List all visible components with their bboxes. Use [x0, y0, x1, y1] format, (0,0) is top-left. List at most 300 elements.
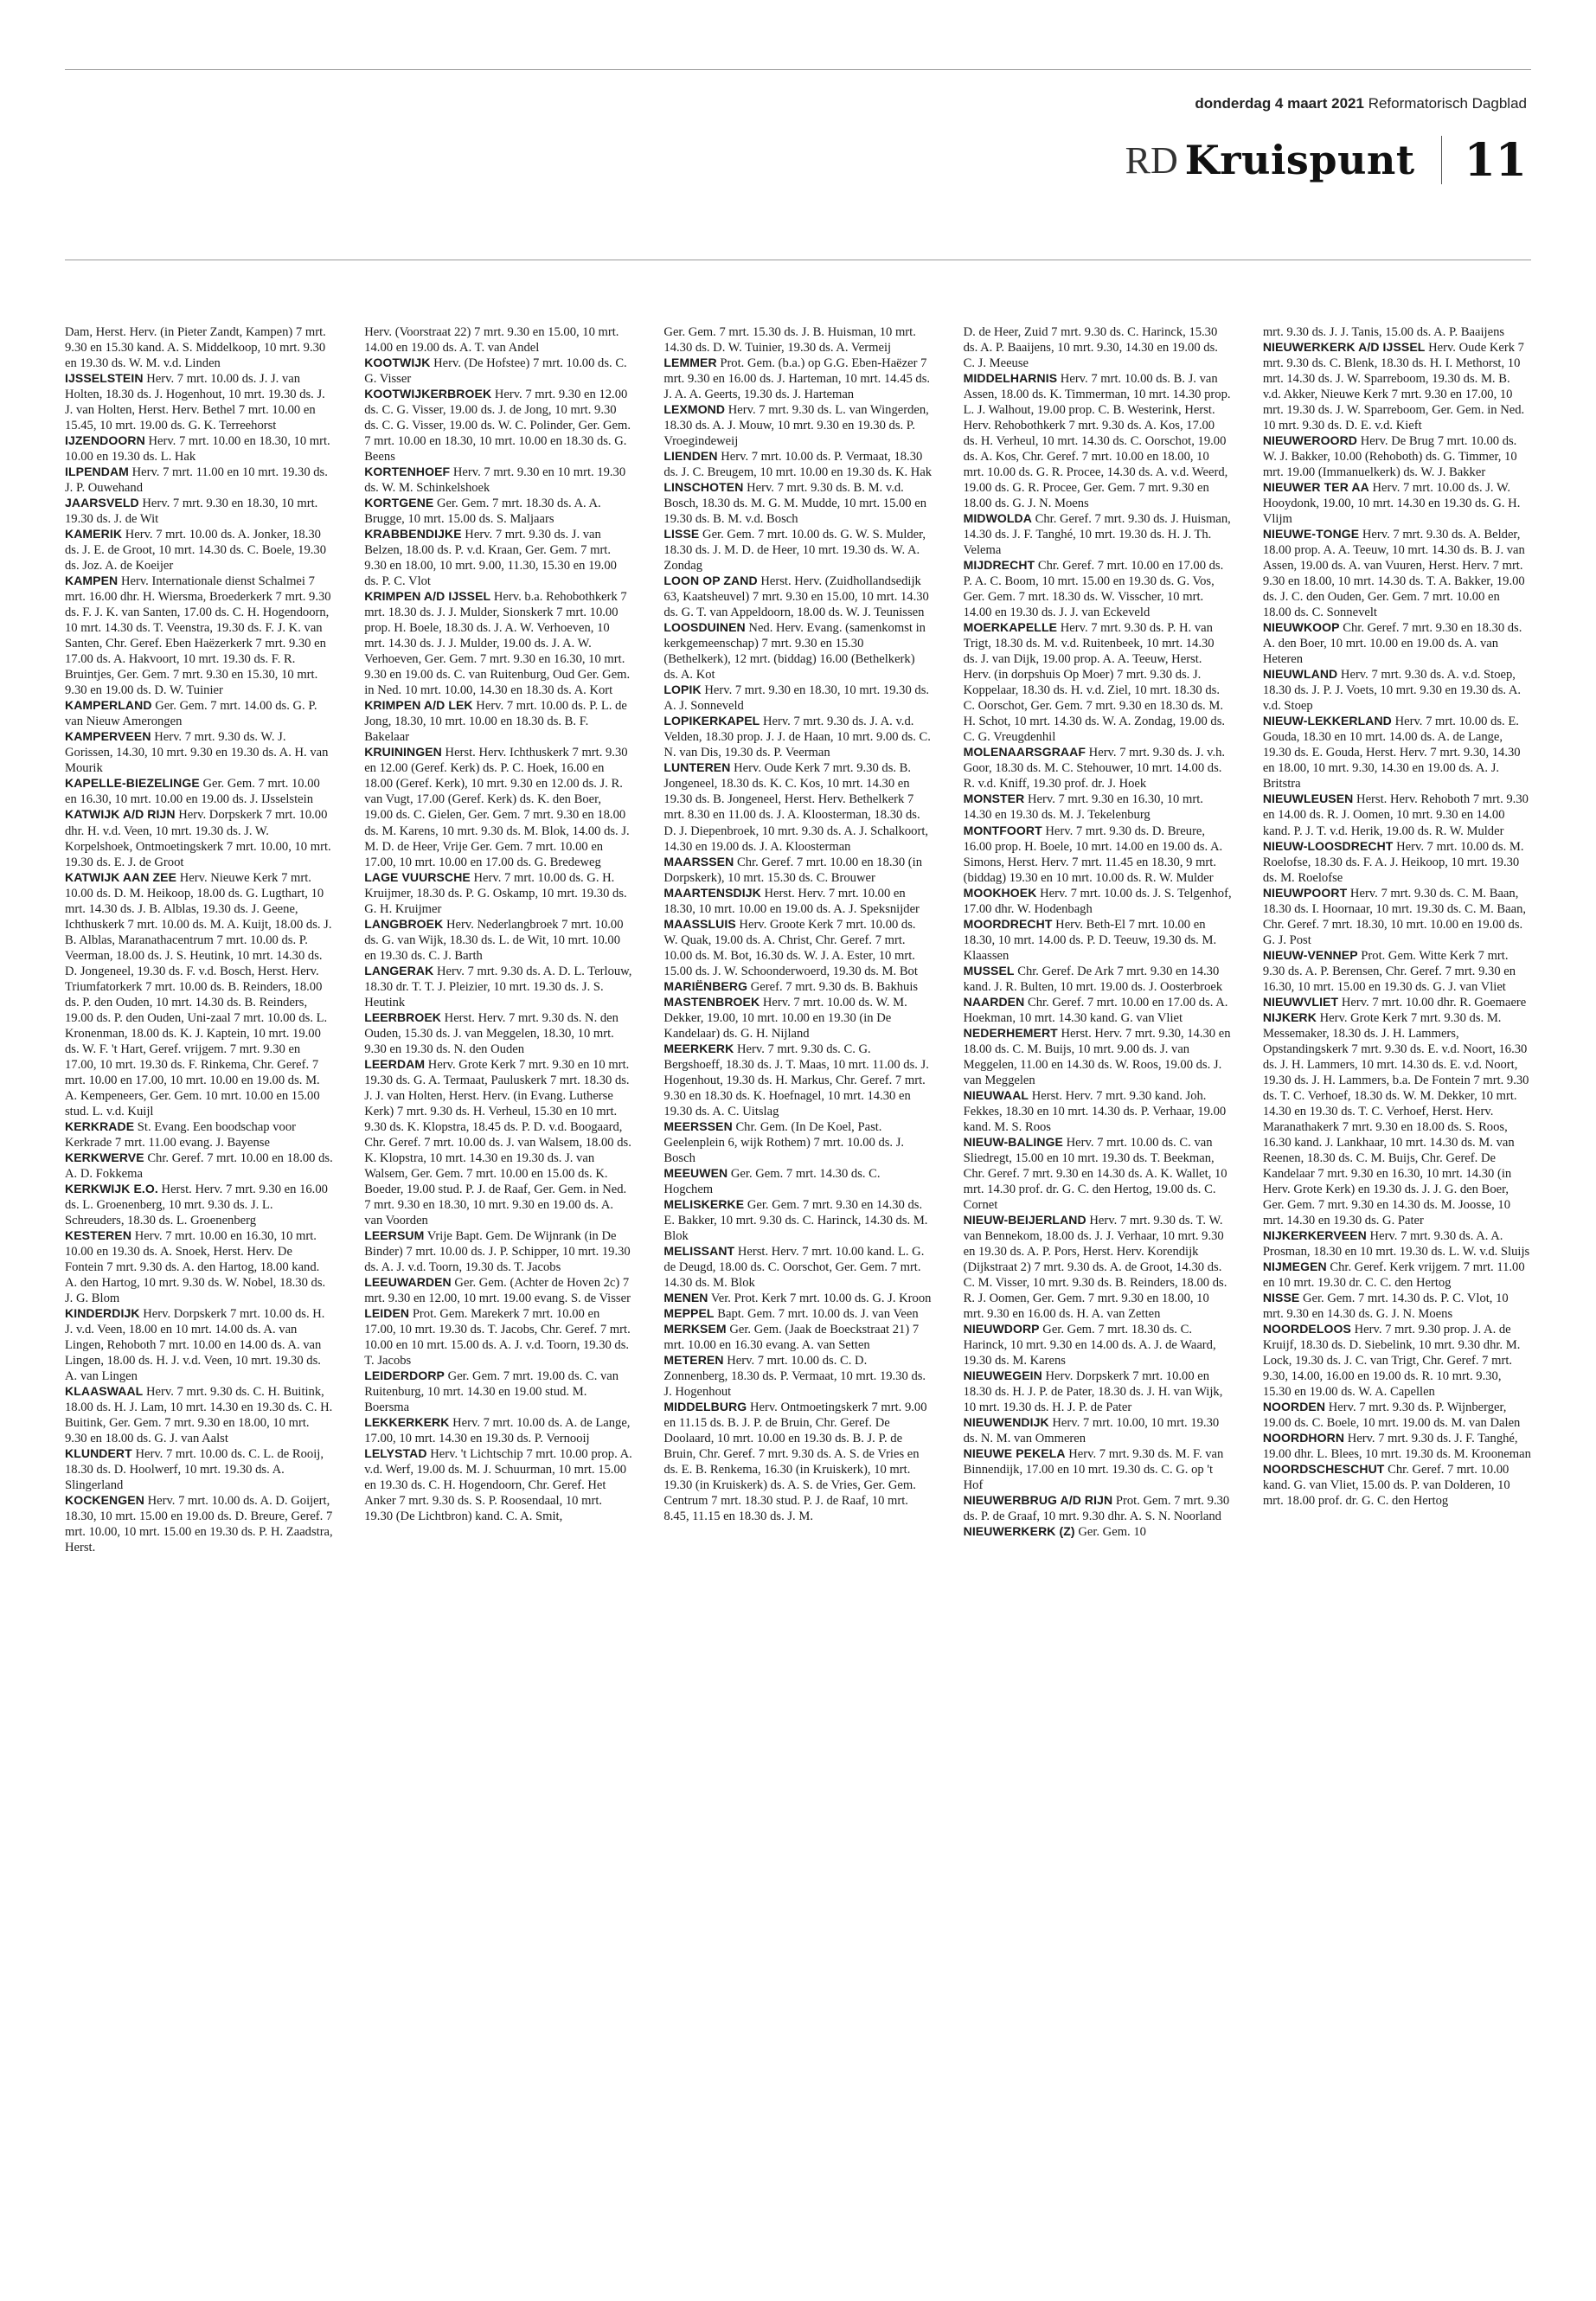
service-details: Herv. 7 mrt. 9.30 ds. M. F. van Binnendijk, 17.00 en 10 mrt. 19.30 ds. C. G. op 't Hof — [963, 1447, 1224, 1493]
listing-entry — [663, 1119, 932, 1166]
service-details: Vrije Bapt. Gem. De Wijnrank (in De Binder) 7 mrt. 10.00 ds. J. P. Schipper, 10 mrt. 19.30 ds. A. J. v.d. Toorn, 19.30 ds. T. Jacobs — [364, 1228, 631, 1274]
listing-entry — [65, 1446, 333, 1493]
service-details: Herv. 7 mrt. 10.00 ds. J. J. van Holten, 18.30 ds. J. Hogenhout, 10 mrt. 19.30 ds. J. J. van Holten, Herst. Herv. Bethel 7 mrt. 10.00 en 15.45, 10 mrt. 19.00 ds. G. K. Terreehorst — [65, 372, 325, 433]
place-name: MOOKHOEK — [963, 885, 1037, 900]
service-details: Chr. Geref. 7 mrt. 9.30 ds. J. Huisman, 14.30 ds. J. F. Tanghé, 10 mrt. 19.30 ds. H. J. Th. Velema — [963, 512, 1231, 558]
place-name: JAARSVELD — [65, 496, 139, 510]
listing-entry — [663, 714, 932, 760]
place-name: MEERKERK — [663, 1041, 734, 1055]
place-name: MAARTENSDIJK — [663, 885, 761, 900]
place-name: NIEUWERBRUG A/D RIJN — [963, 1493, 1113, 1508]
place-name: LANGERAK — [364, 963, 434, 977]
place-name: LEIDERDORP — [364, 1368, 445, 1383]
listing-entry — [364, 589, 632, 698]
place-name: KERKRADE — [65, 1118, 135, 1133]
listing-entry — [364, 1446, 632, 1524]
listing-entry — [964, 1524, 1232, 1540]
listing-entry — [1263, 480, 1531, 527]
listing-entry — [964, 1493, 1232, 1524]
place-name: KRUININGEN — [364, 745, 442, 760]
brand-mark: RD — [1125, 138, 1178, 182]
place-name: MERKSEM — [663, 1322, 727, 1336]
listing-entry — [364, 387, 632, 465]
service-details: Ger. Gem. (Achter de Hoven 2c) 7 mrt. 9.30 en 12.00, 10 mrt. 19.00 evang. S. de Visser — [364, 1275, 631, 1305]
listing-entry — [65, 1119, 333, 1150]
place-name: MUSSEL — [963, 963, 1015, 977]
service-details: St. Evang. Een boodschap voor Kerkrade 7 mrt. 11.00 evang. J. Bayense — [65, 1119, 296, 1150]
service-details: Herv. Dorpskerk 7 mrt. 10.00 dhr. H. v.d. Veen, 10 mrt. 19.30 ds. J. W. Korpelshoek, Ontmoetingskerk 7 mrt. 10.00, 10 mrt. 19.30 ds. E. J. de Groot — [65, 808, 331, 869]
listing-entry — [65, 433, 333, 465]
service-details: Herv. 7 mrt. 9.30 ds. J. v.h. Goor, 18.30 ds. M. C. Stehouwer, 10 mrt. 14.00 ds. R. v.d. Kniff, 19.30 prof. dr. J. Hoek — [963, 746, 1226, 792]
place-name: KLUNDERT — [65, 1446, 132, 1461]
service-details: Herv. 7 mrt. 9.30 en 18.30, 10 mrt. 19.30 ds. A. J. Sonneveld — [663, 683, 930, 714]
listing-entry — [1263, 1431, 1531, 1462]
service-details: Ger. Gem. 7 mrt. 18.30 ds. C. Harinck, 10 mrt. 9.30 en 14.00 ds. A. J. de Waard, 19.30 ds. M. Karens — [963, 1323, 1216, 1368]
service-details: D. de Heer, Zuid 7 mrt. 9.30 ds. C. Harinck, 15.30 ds. A. P. Baaijens, 10 mrt. 9.30, 14.30 en 19.00 ds. C. J. Meeuse — [963, 325, 1218, 371]
listing-entry — [964, 324, 1232, 371]
place-name: LUNTEREN — [663, 760, 731, 775]
service-details: Herv. 7 mrt. 10.00 ds. M. Roelofse, 18.30 ds. F. A. J. Heikoop, 10 mrt. 19.30 ds. M. Roelofse — [1262, 839, 1524, 885]
listing-entry — [663, 324, 932, 356]
service-details: Ger. Gem. 7 mrt. 10.00 ds. G. W. S. Mulder, 18.30 ds. J. M. D. de Heer, 10 mrt. 19.30 ds. W. A. Zondag — [663, 528, 926, 574]
listing-entry — [65, 870, 333, 1119]
service-details: Ger. Gem. 7 mrt. 14.30 ds. P. C. Vlot, 10 mrt. 9.30 en 14.30 ds. G. J. N. Moens — [1262, 1291, 1509, 1321]
place-name: MASTENBROEK — [663, 994, 760, 1009]
place-name: MAASSLUIS — [663, 916, 736, 931]
place-name: KERKWIJK E.O. — [65, 1181, 158, 1195]
service-details: Herv. 7 mrt. 10.00 en 16.30, 10 mrt. 10.00 en 19.30 ds. A. Snoek, Herst. Herv. De Fontein 7 mrt. 9.30 ds. A. den Hartog, 18.00 kand. A. den Hartog, 10 mrt. 9.30 ds. W. Nobel, 18.30 ds. J. G. Blom — [65, 1228, 326, 1305]
place-name: KAMPERVEEN — [65, 729, 151, 744]
service-details: Herv. Oude Kerk 7 mrt. 9.30 ds. C. Blenk, 18.30 ds. H. I. Methorst, 10 mrt. 14.30 ds. J. W. Sparreboom, 19.30 ds. M. B. v.d. Akker, Nieuwe Kerk 7 mrt. 9.30 en 17.00, 10 mrt. 19.30 ds. J. W. Sparreboom, Ger. Gem. in Ned. 10 mrt. 9.30 ds. D. E. v.d. Kieft — [1262, 341, 1525, 433]
service-details: Prot. Gem. 7 mrt. 9.30 ds. P. de Graaf, 10 mrt. 9.30 dhr. A. S. N. Noorland — [963, 1494, 1230, 1524]
service-details: Herv. 7 mrt. 9.30 ds. J. van Belzen, 18.00 ds. P. v.d. Kraan, Ger. Gem. 7 mrt. 9.30 en 18.00, 10 mrt. 9.00, 11.30, 15.30 en 19.00 ds. P. C. Vlot — [364, 528, 617, 589]
listing-entry — [964, 886, 1232, 917]
listing-entry — [1263, 886, 1531, 948]
listing-entry — [1263, 1400, 1531, 1431]
listing-entry — [364, 496, 632, 527]
place-name: NIJKERK — [1262, 1009, 1317, 1024]
service-details: Ger. Gem. 7 mrt. 14.00 ds. G. P. van Nieuw Amerongen — [65, 699, 317, 729]
place-name: METEREN — [663, 1353, 724, 1368]
place-name: LELYSTAD — [364, 1446, 427, 1461]
service-details: Herst. Herv. 7 mrt. 9.30, 14.30 en 18.00 ds. C. M. Buijs, 10 mrt. 9.00 ds. J. van Meggelen, 11.00 en 14.30 ds. W. Roos, 19.00 ds. J. van Meggelen — [963, 1026, 1231, 1087]
place-name: NIEUWPOORT — [1262, 885, 1348, 900]
place-name: LIENDEN — [663, 449, 718, 464]
listing-entry — [964, 1415, 1232, 1446]
place-name: NIEUWLAND — [1262, 667, 1338, 682]
listing-entry — [663, 1400, 932, 1524]
service-details: Herst. Herv. 7 mrt. 9.30 ds. N. den Ouden, 15.30 ds. J. van Meggelen, 18.30, 10 mrt. 9.30 en 19.30 ds. N. den Ouden — [364, 1010, 619, 1056]
place-name: LANGBROEK — [364, 916, 444, 931]
service-details: Herv. Dorpskerk 7 mrt. 10.00 ds. H. J. v.d. Veen, 18.00 en 10 mrt. 14.00 ds. A. van Lingen, Rehoboth 7 mrt. 10.00 en 14.00 ds. A. van Lingen, 18.00 ds. H. J. v.d. Veen, 10 mrt. 19.30 ds. A. van Lingen — [65, 1306, 325, 1384]
listing-entry — [65, 1182, 333, 1228]
listing-entry — [65, 1150, 333, 1182]
listing-entry — [1263, 1010, 1531, 1228]
place-name: KAMERIK — [65, 527, 123, 542]
service-details: Herv. 7 mrt. 10.00, 10 mrt. 19.30 ds. N. M. van Ommeren — [963, 1416, 1220, 1446]
listing-entry — [65, 496, 333, 527]
listing-entry — [1263, 1259, 1531, 1291]
place-name: NOORDEN — [1262, 1400, 1326, 1414]
service-details: Ger. Gem. 7 mrt. 9.30 en 14.30 ds. E. Bakker, 10 mrt. 9.30 ds. C. Harinck, 14.30 ds. M. Blok — [663, 1197, 928, 1243]
service-details: Herv. 7 mrt. 9.30 ds. J. F. Tanghé, 19.00 dhr. L. Blees, 10 mrt. 19.30 ds. M. Krooneman — [1262, 1432, 1531, 1462]
newspaper-name: Reformatorisch Dagblad — [1368, 95, 1527, 112]
service-details: Herst. Herv. 7 mrt. 10.00 en 18.30, 10 mrt. 10.00 en 19.00 ds. A. J. Speksnijder — [663, 886, 920, 916]
service-details: Herv. Groote Kerk 7 mrt. 10.00 ds. W. Quak, 19.00 ds. A. Christ, Chr. Geref. 7 mrt. 10.00 ds. M. Bot, 16.30 ds. W. J. A. Ester, 10 mrt. 15.00 ds. J. W. Schoonderwoerd, 19.30 ds. M. Bot — [663, 917, 918, 978]
listing-entry — [1263, 995, 1531, 1010]
service-details: Dam, Herst. Herv. (in Pieter Zandt, Kampen) 7 mrt. 9.30 en 15.30 kand. A. S. Middelkoop, 10 mrt. 9.30 en 19.30 ds. W. M. v.d. Linden — [65, 325, 326, 371]
listing-entry — [663, 979, 932, 995]
listing-entry — [663, 1291, 932, 1306]
place-name: KAMPERLAND — [65, 698, 152, 713]
place-name: NIEUWER TER AA — [1262, 480, 1369, 495]
service-details: Chr. Geref. 7 mrt. 10.00 en 18.00 ds. A. D. Fokkema — [65, 1150, 333, 1181]
service-details: Herv. (Voorstraat 22) 7 mrt. 9.30 en 15.00, 10 mrt. 14.00 en 19.00 ds. A. T. van Andel — [364, 325, 619, 356]
service-details: Chr. Geref. Kerk vrijgem. 7 mrt. 11.00 en 10 mrt. 19.30 dr. C. C. den Hertog — [1262, 1259, 1525, 1290]
place-name: KORTGENE — [364, 496, 434, 510]
place-name: KAPELLE-BIEZELINGE — [65, 776, 200, 791]
service-details: Herv. 7 mrt. 9.30 ds. A. Belder, 18.00 prop. A. A. Teeuw, 10 mrt. 14.30 ds. B. J. van Assen, 19.00 ds. A. van Vuuren, Herst. Herv. 7 mrt. 9.30 en 18.00, 10 mrt. 14.30 ds. T. A. Bakker, 19.00 ds. J. C. den Ouden, Ger. Gem. 7 mrt. 10.00 en 18.00 ds. C. Sonnevelt — [1262, 528, 1525, 620]
listing-entry — [364, 1275, 632, 1306]
place-name: NIEUWVLIET — [1262, 994, 1339, 1009]
service-details: Herv. 7 mrt. 9.30 ds. B. M. v.d. Bosch, 18.30 ds. M. G. M. Mudde, 10 mrt. 15.00 en 19.30 ds. B. M. v.d. Bosch — [663, 481, 927, 527]
service-details: Herv. 7 mrt. 10.00 ds. W. M. Dekker, 19.00, 10 mrt. 10.00 en 19.30 (in De Kandelaar) ds. G. H. Nijland — [663, 995, 907, 1041]
place-name: KOOTWIJKERBROEK — [364, 387, 492, 401]
listing-entry — [1263, 620, 1531, 667]
service-details: Herv. 7 mrt. 9.30 ds. T. W. van Bennekom, 18.00 ds. J. J. Verhaar, 10 mrt. 9.30 en 19.30 ds. A. P. Pors, Herst. Herv. Korendijk (Dijkstraat 2) 7 mrt. 9.30 ds. A. de Groot, 14.30 ds. C. M. Visser, 10 mrt. 9.30 ds. B. Reinders, 18.00 ds. R. J. Oomen, Ger. Gem. 7 mrt. 9.30 en 18.00, 10 mrt. 9.30 en 16.00 ds. H. A. van Zetten — [963, 1213, 1227, 1321]
listing-entry — [364, 1306, 632, 1368]
service-details: Ger. Gem. (Jaak de Boeckstraat 21) 7 mrt. 10.00 en 16.30 evang. A. van Setten — [663, 1323, 920, 1353]
service-details: Chr. Geref. 7 mrt. 10.00 en 17.00 ds. P. A. C. Boom, 10 mrt. 15.00 en 19.30 ds. G. Vos, Ger. Gem. 7 mrt. 18.30 ds. W. Visscher, 10 mrt. 14.00 en 19.30 ds. J. J. van Eckeveld — [963, 559, 1224, 620]
listing-entry — [964, 511, 1232, 558]
place-name: NIEUW-BALINGE — [963, 1134, 1063, 1149]
service-details: Herv. 7 mrt. 10.00 ds. G. H. Kruijmer, 18.30 ds. P. G. Oskamp, 10 mrt. 19.30 ds. G. H. Kruijmer — [364, 870, 627, 916]
listing-entry — [65, 324, 333, 371]
place-name: KATWIJK A/D RIJN — [65, 807, 176, 822]
service-details: Herv. 7 mrt. 10.00 ds. E. Gouda, 18.30 en 10 mrt. 14.00 ds. A. de Lange, 19.30 ds. E. Gouda, Herst. Herv. 7 mrt. 9.30, 14.30 en 18.00, 10 mrt. 9.30, 14.30 en 19.00 ds. A. J. Britstra — [1262, 715, 1521, 792]
service-details: Herv. 7 mrt. 10.00 ds. C. D. Zonnenberg, 18.30 ds. P. Vermaat, 10 mrt. 19.30 ds. J. Hogenhout — [663, 1354, 926, 1400]
service-details: Herv. 7 mrt. 9.30 ds. J. A. v.d. Velden, 18.30 prop. J. J. de Haan, 10 mrt. 9.00 ds. C. N. van Dis, 19.30 ds. P. Veerman — [663, 715, 931, 760]
listing-entry — [1263, 1322, 1531, 1400]
listing-entry — [663, 917, 932, 979]
listing-entry — [964, 1213, 1232, 1322]
place-name: KAMPEN — [65, 574, 119, 588]
section-title: Kruispunt — [1184, 137, 1415, 183]
place-name: KINDERDIJK — [65, 1305, 140, 1320]
place-name: KRABBENDIJKE — [364, 527, 462, 542]
service-details: Herst. Herv. Ichthuskerk 7 mrt. 9.30 en 12.00 (Geref. Kerk) ds. P. C. Hoek, 16.00 en 18.00 (Geref. Kerk), 10 mrt. 9.30 en 12.00 ds. J. R. van Vugt, 17.00 (Geref. Kerk) ds. K. den Boer, 19.00 ds. C. Gielen, Ger. Gem. 7 mrt. 9.30 en 18.00 ds. M. Karens, 10 mrt. 9.30 ds. M. Blok, 14.00 ds. J. M. D. de Heer, Vrije Ger. Gem. 7 mrt. 10.00 en 17.00, 10 mrt. 10.00 en 17.00 ds. G. Bredeweg — [364, 746, 630, 869]
listing-entry — [65, 1493, 333, 1555]
listing-entry — [964, 620, 1232, 745]
listing-entry — [1263, 340, 1531, 433]
service-details: Herv. 7 mrt. 11.00 en 10 mrt. 19.30 ds. J. P. Ouwehand — [65, 465, 328, 496]
place-name: NIEUW-LOOSDRECHT — [1262, 838, 1394, 853]
place-name: MIDDELBURG — [663, 1400, 747, 1414]
place-name: MIJDRECHT — [963, 558, 1035, 573]
place-name: MELISSANT — [663, 1243, 735, 1258]
listing-entry — [364, 1368, 632, 1415]
listing-entry — [364, 527, 632, 589]
place-name: KOCKENGEN — [65, 1493, 144, 1508]
service-details: Chr. Geref. 7 mrt. 10.00 en 18.30 (in Dorpskerk), 10 mrt. 15.30 ds. C. Brouwer — [663, 855, 922, 885]
listing-entry — [663, 480, 932, 527]
service-details: Ger. Gem. 7 mrt. 14.30 ds. C. Hogchem — [663, 1166, 881, 1196]
place-name: NOORDSCHESCHUT — [1262, 1462, 1385, 1477]
place-name: MONTFOORT — [963, 823, 1042, 837]
listing-entry — [663, 527, 932, 574]
place-name: NOORDELOOS — [1262, 1322, 1351, 1336]
service-details: Herv. (De Hofstee) 7 mrt. 10.00 ds. C. G. Visser — [364, 356, 627, 387]
listing-entry — [1263, 527, 1531, 620]
place-name: NIEUWE-TONGE — [1262, 527, 1360, 542]
place-name: LEERBROEK — [364, 1009, 441, 1024]
service-details: Prot. Gem. Marekerk 7 mrt. 10.00 en 17.00, 10 mrt. 19.30 ds. T. Jacobs, Chr. Geref. 7 mrt. 10.00 en 10 mrt. 15.00 ds. A. J. v.d. Toorn, 19.30 ds. T. Jacobs — [364, 1306, 631, 1368]
listing-entry — [663, 1244, 932, 1291]
listing-entry — [1263, 433, 1531, 480]
place-name: NOORDHORN — [1262, 1431, 1345, 1445]
place-name: NIJMEGEN — [1262, 1259, 1327, 1273]
listing-entry — [1263, 667, 1531, 714]
page-masthead — [1125, 125, 1527, 195]
listing-entry — [65, 698, 333, 729]
place-name: KERKWERVE — [65, 1150, 144, 1164]
service-details: Herv. 7 mrt. 10.00 ds. P. L. de Jong, 18.30, 10 mrt. 10.00 en 18.30 ds. B. F. Bakelaar — [364, 699, 627, 745]
listing-entry — [65, 776, 333, 807]
place-name: LOON OP ZAND — [663, 574, 758, 588]
listing-entry — [663, 855, 932, 886]
listing-entry — [1263, 1462, 1531, 1509]
service-details: Herv. Ontmoetingskerk 7 mrt. 9.00 en 11.15 ds. B. J. P. de Bruin, Chr. Geref. De Doolaard, 10 mrt. 10.00 en 19.30 ds. B. J. P. de Bruin, Chr. Geref. 7 mrt. 9.30 ds. A. S. de Vries en ds. E. B. Renkema, 16.30 (in Kruiskerk), 10 mrt. 19.30 (in Kruiskerk) ds. A. S. de Vries, Ger. Gem. Centrum 7 mrt. 18.30 stud. P. J. de Raaf, 10 mrt. 8.45, 11.15 en 18.30 ds. J. M. — [663, 1400, 927, 1524]
listing-entry — [964, 558, 1232, 620]
service-details: Herv. 7 mrt. 9.30 ds. D. Breure, 16.00 prop. H. Boele, 10 mrt. 14.00 en 19.00 ds. A. Simons, Herst. Herv. 7 mrt. 11.45 en 18.30, 9 mrt. (biddag) 19.30 en 10 mrt. 10.00 ds. R. W. Mulder — [963, 824, 1223, 885]
service-details: Herv. 7 mrt. 9.30 en 10 mrt. 19.30 ds. W. M. Schinkelshoek — [364, 465, 626, 496]
place-name: NIEUWEROORD — [1262, 433, 1358, 448]
place-name: MONSTER — [963, 792, 1025, 806]
service-details: Herv. De Brug 7 mrt. 10.00 ds. W. J. Bakker, 10.00 (Rehoboth) ds. G. Timmer, 10 mrt. 19.00 (Immanuelkerk) ds. W. J. Bakker — [1262, 434, 1517, 480]
service-details: Herv. 7 mrt. 9.30 ds. L. van Wingerden, 18.30 ds. A. J. Mouw, 10 mrt. 9.30 en 19.30 ds. P. Vroegindeweij — [663, 403, 929, 449]
listing-entry — [65, 807, 333, 869]
place-name: NIEUWE PEKELA — [963, 1446, 1066, 1461]
service-details: Herv. 7 mrt. 10.00 en 18.30, 10 mrt. 10.00 en 19.30 ds. L. Hak — [65, 434, 330, 465]
place-name: NIEUWEGEIN — [963, 1368, 1042, 1383]
service-details: mrt. 9.30 ds. J. J. Tanis, 15.00 ds. A. P. Baaijens — [1262, 325, 1505, 339]
listing-entry — [364, 465, 632, 496]
service-details: Chr. Geref. 7 mrt. 10.00 en 17.00 ds. A. Hoekman, 10 mrt. 14.30 kand. G. van Vliet — [963, 995, 1228, 1025]
place-name: KATWIJK AAN ZEE — [65, 869, 177, 884]
place-name: LOPIKERKAPEL — [663, 714, 760, 728]
listing-entry — [65, 371, 333, 433]
place-name: MELISKERKE — [663, 1196, 745, 1211]
listing-entry — [663, 402, 932, 449]
place-name: MEPPEL — [663, 1305, 715, 1320]
place-name: KOOTWIJK — [364, 356, 431, 370]
place-name: NEDERHEMERT — [963, 1025, 1058, 1040]
listing-entry — [364, 1415, 632, 1446]
service-details: Herv. 7 mrt. 10.00 dhr. R. Goemaere — [1341, 995, 1527, 1009]
service-details: Herv. b.a. Rehobothkerk 7 mrt. 18.30 ds. J. J. Mulder, Sionskerk 7 mrt. 10.00 prop. H. Boele, 18.30 ds. J. A. W. Verhoeven, 10 mrt. 14.30 ds. J. J. Mulder, 19.00 ds. J. A. W. Verhoeven, Ger. Gem. 7 mrt. 9.30 en 16.30, 10 mrt. 9.30 en 19.00 ds. C. van Ruitenburg, Oud Ger. Gem. in Ned. 10 mrt. 10.00, 14.30 en 18.30 ds. A. Kort — [364, 590, 631, 698]
place-name: LEEUWARDEN — [364, 1274, 452, 1289]
service-details: Herv. 7 mrt. 10.00 ds. J. S. Telgenhof, 17.00 dhr. W. Hodenbagh — [963, 886, 1232, 916]
listing-entry — [964, 792, 1232, 823]
listing-entry — [964, 995, 1232, 1026]
service-details: Herv. 7 mrt. 9.30 en 12.00 ds. C. G. Visser, 19.00 ds. J. de Jong, 10 mrt. 9.30 ds. C. G. Visser, 19.00 ds. W. C. Polinder, Ger. Gem. 7 mrt. 10.00 en 18.30, 10 mrt. 10.00 en 18.30 ds. G. Beens — [364, 388, 631, 465]
text-column-5 — [1263, 324, 1531, 2271]
listing-entry — [663, 683, 932, 714]
listing-entry — [663, 356, 932, 402]
listing-entry — [964, 371, 1232, 511]
service-details: Ger. Gem. 7 mrt. 10.00 en 16.30, 10 mrt. 10.00 en 19.00 ds. J. IJsselstein — [65, 777, 320, 807]
service-details: Herv. 7 mrt. 10.00 ds. P. Vermaat, 18.30 ds. J. C. Breugem, 10 mrt. 10.00 en 19.30 ds. K. Hak — [663, 450, 933, 480]
place-name: MEERSSEN — [663, 1118, 733, 1133]
listing-entry — [1263, 792, 1531, 838]
service-details: Herv. 7 mrt. 9.30 en 16.30, 10 mrt. 14.30 en 19.30 ds. M. J. Tekelenburg — [963, 792, 1203, 823]
masthead-divider — [1441, 136, 1442, 184]
listing-entry — [964, 1322, 1232, 1368]
listing-entry — [964, 917, 1232, 964]
church-services-listing — [65, 324, 1531, 2271]
place-name: NIEUWAAL — [963, 1087, 1029, 1102]
place-name: NIEUWDORP — [963, 1322, 1040, 1336]
listing-entry — [65, 574, 333, 698]
place-name: KESTEREN — [65, 1227, 132, 1242]
listing-entry — [964, 824, 1232, 886]
service-details: Chr. Geref. De Ark 7 mrt. 9.30 en 14.30 kand. J. R. Bulten, 10 mrt. 19.00 ds. J. Oosterbroek — [963, 964, 1223, 994]
issue-date: donderdag 4 maart 2021 — [1195, 95, 1364, 112]
listing-entry — [663, 886, 932, 917]
service-details: Herv. 7 mrt. 9.30 ds. P. Wijnberger, 19.00 ds. C. Boele, 10 mrt. 19.00 ds. M. van Dalen — [1262, 1400, 1521, 1431]
place-name: NIEUW-LEKKERLAND — [1262, 714, 1392, 728]
service-details: Herv. Internationale dienst Schalmei 7 mrt. 16.00 dhr. H. Wiersma, Broederkerk 7 mrt. 9.30 ds. F. J. K. van Santen, 17.00 ds. C. H. Hogendoorn, 10 mrt. 14.30 ds. T. Veenstra, 19.30 ds. F. J. K. van Santen, Chr. Geref. Eben Haëzerkerk 7 mrt. 9.30 en 17.00 ds. A. Hakvoort, 10 mrt. 19.30 ds. F. R. Bruintjes, Ger. Gem. 7 mrt. 9.30 en 15.30, 10 mrt. 9.30 en 19.00 ds. D. W. Tuinier — [65, 574, 331, 698]
text-column-1 — [65, 324, 333, 2271]
listing-entry — [364, 964, 632, 1010]
place-name: KRIMPEN A/D LEK — [364, 698, 473, 713]
service-details: Herv. Oude Kerk 7 mrt. 9.30 ds. B. Jongeneel, 18.30 ds. K. C. Kos, 10 mrt. 14.30 en 19.30 ds. B. Jongeneel, Herst. Herv. Bethelkerk 7 mrt. 8.30 en 11.00 ds. J. A. Kloosterman, 18.30 ds. D. J. Diepenbroek, 10 mrt. 9.30 ds. A. J. Schalkoort, 14.30 en 19.00 ds. J. A. Kloosterman — [663, 761, 929, 854]
service-details: Herv. 7 mrt. 10.00 ds. A. Jonker, 18.30 ds. J. E. de Groot, 10 mrt. 14.30 ds. C. Boele, 19.30 ds. Joz. A. de Koeijer — [65, 528, 326, 574]
service-details: Herv. 't Lichtschip 7 mrt. 10.00 prop. A. v.d. Werf, 19.00 ds. M. J. Schuurman, 10 mrt. 15.00 en 19.30 ds. C. H. Hogendoorn, Chr. Geref. Het Anker 7 mrt. 9.30 ds. S. P. Roosendaal, 10 mrt. 19.30 (De Lichtbron) kand. C. A. Smit, — [364, 1447, 632, 1524]
listing-entry — [65, 1384, 333, 1446]
listing-entry — [964, 964, 1232, 995]
listing-entry — [1263, 839, 1531, 886]
service-details: Herv. 7 mrt. 10.00 ds. C. van Sliedregt, 15.00 en 10 mrt. 19.30 ds. T. Beekman, Chr. Geref. 7 mrt. 9.30 en 14.30 ds. A. K. Wallet, 10 mrt. 14.30 prof. dr. G. C. den Hertog, 19.00 ds. C. Cornet — [963, 1135, 1227, 1212]
place-name: NIEUW-BEIJERLAND — [963, 1212, 1086, 1227]
service-details: Herv. 7 mrt. 10.00 ds. A. D. Goijert, 18.30, 10 mrt. 15.00 en 19.00 ds. D. Breure, Geref. 7 mrt. 10.00, 10 mrt. 15.00 en 19.30 ds. P. H. Zaadstra, Herst. — [65, 1494, 333, 1555]
service-details: Herv. 7 mrt. 9.30 ds. C. H. Buitink, 18.00 ds. H. J. Lam, 10 mrt. 14.30 en 19.30 ds. C. H. Buitink, Ger. Gem. 7 mrt. 9.30 en 18.00, 10 mrt. 9.30 en 18.00 ds. G. J. van Aalst — [65, 1385, 333, 1446]
place-name: MAARSSEN — [663, 854, 734, 868]
service-details: Herst. Herv. 7 mrt. 10.00 kand. L. G. de Deugd, 18.00 ds. C. Oorschot, Ger. Gem. 7 mrt. 14.30 ds. M. Blok — [663, 1244, 925, 1290]
service-details: Chr. Gem. (In De Koel, Past. Geelenplein 6, wijk Rothem) 7 mrt. 10.00 ds. J. Bosch — [663, 1119, 905, 1165]
listing-entry — [364, 356, 632, 387]
listing-entry — [65, 527, 333, 574]
service-details: Herv. 7 mrt. 9.30 ds. C. G. Bergshoeff, 18.30 ds. J. T. Maas, 10 mrt. 11.00 ds. J. Hogenhout, 19.30 ds. H. Markus, Chr. Geref. 7 mrt. 9.30 en 18.30 ds. K. Hoefnagel, 10 mrt. 14.30 en 19.30 ds. A. C. Uitslag — [663, 1042, 929, 1118]
listing-entry — [663, 1197, 932, 1244]
listing-entry — [364, 324, 632, 356]
service-details: Herv. 7 mrt. 10.00 ds. J. W. Hooydonk, 19.00, 10 mrt. 14.30 en 19.30 ds. G. H. Vlijm — [1262, 481, 1521, 527]
place-name: NIEUWENDIJK — [963, 1415, 1049, 1430]
text-column-2 — [364, 324, 632, 2271]
service-details: Herv. Nederlangbroek 7 mrt. 10.00 ds. G. van Wijk, 18.30 ds. L. de Wit, 10 mrt. 10.00 en 19.30 ds. C. J. Barth — [364, 917, 624, 963]
listing-entry — [964, 1135, 1232, 1213]
place-name: KORTENHOEF — [364, 465, 451, 479]
service-details: Ger. Gem. 7 mrt. 18.30 ds. A. A. Brugge, 10 mrt. 15.00 ds. S. Maljaars — [364, 497, 601, 527]
place-name: KLAASWAAL — [65, 1384, 144, 1399]
service-details: Ned. Herv. Evang. (samenkomst in kerkgemeenschap) 7 mrt. 9.30 en 15.30 (Bethelkerk), 12 mrt. (biddag) 16.00 (Bethelkerk) ds. A. Kot — [663, 621, 926, 683]
service-details: Herv. 7 mrt. 9.30 prop. J. A. de Kruijf, 18.30 ds. D. Siebelink, 10 mrt. 9.30 dhr. M. Lock, 19.30 ds. J. C. van Trigt, Chr. Geref. 7 mrt. 9.30, 14.00, 16.00 en 19.00 ds. R. 10 mrt. 9.30, 15.30 en 19.00 ds. W. A. Capellen — [1262, 1323, 1521, 1400]
listing-entry — [65, 1228, 333, 1306]
service-details: Prot. Gem. Witte Kerk 7 mrt. 9.30 ds. A. P. Berensen, Chr. Geref. 7 mrt. 9.30 en 16.30, 10 mrt. 15.00 en 19.30 ds. G. J. van Vliet — [1262, 948, 1516, 994]
service-details: Herv. 7 mrt. 9.30 ds. W. J. Gorissen, 14.30, 10 mrt. 9.30 en 19.30 ds. A. H. van Mourik — [65, 730, 329, 776]
listing-entry — [364, 870, 632, 917]
service-details: Herv. Dorpskerk 7 mrt. 10.00 en 18.30 ds. H. J. P. de Pater, 18.30 ds. J. H. van Wijk, 10 mrt. 19.30 ds. H. J. P. de Pater — [963, 1369, 1223, 1415]
service-details: Herv. 7 mrt. 10.00 ds. A. de Lange, 17.00, 10 mrt. 14.30 en 19.30 ds. P. Vernooij — [364, 1416, 631, 1446]
listing-entry — [663, 620, 932, 683]
place-name: LISSE — [663, 527, 700, 542]
service-details: Herv. 7 mrt. 9.30 ds. P. H. van Trigt, 18.30 ds. M. v.d. Ruitenbeek, 10 mrt. 14.30 ds. J. van Dijk, 19.00 prop. A. A. Teeuw, Herst. Herv. (in dorpshuis Op Moer) 7 mrt. 9.30 ds. J. Koppelaar, 18.30 ds. H. v.d. Ziel, 10 mrt. 18.30 ds. C. Oorschot, Ger. Gem. 7 mrt. 9.30 en 18.30 ds. M. H. Schot, 10 mrt. 14.30 ds. W. A. Zondag, 19.00 ds. C. G. Vreugdenhil — [963, 621, 1226, 745]
listing-entry — [364, 1010, 632, 1057]
service-details: Ver. Prot. Kerk 7 mrt. 10.00 ds. G. J. Kroon — [710, 1291, 932, 1305]
listing-entry — [663, 995, 932, 1042]
listing-entry — [1263, 1291, 1531, 1322]
service-details: Herst. Herv. 7 mrt. 9.30 kand. Joh. Fekkes, 18.30 en 10 mrt. 14.30 ds. P. Verhaar, 19.00 kand. M. S. Roos — [963, 1088, 1227, 1134]
listing-entry — [663, 1353, 932, 1400]
listing-entry — [364, 698, 632, 745]
place-name: NIEUWLEUSEN — [1262, 792, 1354, 806]
dateline — [1195, 95, 1527, 112]
top-rule — [65, 69, 1531, 70]
place-name: NAARDEN — [963, 994, 1025, 1009]
service-details: Herv. 7 mrt. 9.30 ds. C. M. Baan, 18.30 ds. I. Hoornaar, 10 mrt. 19.30 ds. C. M. Baan, Chr. Geref. 7 mrt. 18.30, 10 mrt. 10.00 en 19.00 ds. G. J. Post — [1262, 886, 1527, 947]
place-name: MOLENAARSGRAAF — [963, 745, 1086, 760]
page-number: 11 — [1464, 133, 1527, 187]
service-details: Ger. Gem. 10 — [1078, 1525, 1146, 1540]
place-name: MENEN — [663, 1290, 708, 1304]
listing-entry — [663, 1306, 932, 1322]
service-details: Geref. 7 mrt. 9.30 ds. B. Bakhuis — [750, 979, 919, 994]
text-column-3 — [663, 324, 932, 2271]
place-name: NIEUWKOOP — [1262, 620, 1340, 635]
listing-entry — [663, 1322, 932, 1353]
place-name: LEKKERKERK — [364, 1415, 450, 1430]
place-name: NIEUW-VENNEP — [1262, 947, 1358, 962]
place-name: NIJKERKERVEEN — [1262, 1227, 1367, 1242]
place-name: MOORDRECHT — [963, 916, 1053, 931]
place-name: MEEUWEN — [663, 1165, 728, 1180]
service-details: Herv. 7 mrt. 9.30 ds. A. A. Prosman, 18.30 en 10 mrt. 19.30 ds. L. W. v.d. Sluijs — [1262, 1228, 1530, 1259]
service-details: Herv. 7 mrt. 9.30 ds. A. v.d. Stoep, 18.30 ds. J. P. J. Voets, 10 mrt. 9.30 en 19.30 ds. A. v.d. Stoep — [1262, 668, 1522, 714]
place-name: LINSCHOTEN — [663, 480, 744, 495]
service-details: Chr. Geref. 7 mrt. 10.00 kand. G. van Vliet, 15.00 ds. P. van Dolderen, 10 mrt. 18.00 prof. dr. G. C. den Hertog — [1262, 1463, 1510, 1509]
listing-entry — [364, 1057, 632, 1228]
place-name: LOPIK — [663, 683, 702, 697]
listing-entry — [663, 1042, 932, 1119]
place-name: ILPENDAM — [65, 465, 129, 479]
service-details: Herv. 7 mrt. 9.30 en 18.30, 10 mrt. 19.30 ds. J. de Wit — [65, 497, 318, 527]
service-details: Herv. Nieuwe Kerk 7 mrt. 10.00 ds. D. M. Heikoop, 18.00 ds. G. Lugthart, 10 mrt. 14.30 ds. J. B. Alblas, 19.30 ds. J. Geene, Ichthuskerk 7 mrt. 10.00 ds. M. A. Kuijt, 18.00 ds. J. B. Alblas, Maranathacentrum 7 mrt. 10.00 ds. P. Veerman, 18.00 ds. J. S. Heutink, 10 mrt. 14.30 ds. D. Jongeneel, 19.30 ds. F. v.d. Bosch, Herst. Herv. Triumfatorkerk 7 mrt. 10.00 ds. B. Reinders, 18.00 ds. P. den Ouden, 10 mrt. 14.30 ds. B. Reinders, 19.00 ds. P. den Ouden, Uni-zaal 7 mrt. 10.00 ds. L. Kronenman, 18.00 ds. K. J. Kaptein, 10 mrt. 19.00 ds. W. F. 't Hart, Geref. vrijgem. 7 mrt. 9.30 en 17.00, 10 mrt. 19.30 ds. F. Rinkema, Chr. Geref. 7 mrt. 10.00 en 17.00, 10 mrt. 10.00 en 19.00 ds. M. A. Kempeneers, Ger. Gem. 10 mrt. 10.00 en 15.00 stud. L. v.d. Kuijl — [65, 870, 332, 1118]
listing-entry — [663, 1166, 932, 1197]
listing-entry — [663, 449, 932, 480]
service-details: Herst. Herv. 7 mrt. 9.30 en 16.00 ds. L. Groenenberg, 10 mrt. 9.30 ds. J. L. Schreuders, 18.30 ds. L. Groenenberg — [65, 1182, 328, 1227]
service-details: Herv. Grote Kerk 7 mrt. 9.30 en 10 mrt. 19.30 ds. G. A. Termaat, Pauluskerk 7 mrt. 18.30 ds. J. J. van Holten, Herst. Herv. (in Evang. Lutherse Kerk) 7 mrt. 9.30 ds. H. Verheul, 15.30 en 10 mrt. 9.30 ds. K. Klopstra, 18.45 ds. P. D. v.d. Boogaard, Chr. Geref. 7 mrt. 10.00 ds. J. van Walsem, 18.00 ds. K. Klopstra, 10 mrt. 14.30 en 19.30 ds. J. van Walsem, Ger. Gem. 7 mrt. 10.00 en 15.00 ds. K. Boeder, 19.00 stud. P. J. de Raaf, Ger. Gem. in Ned. 7 mrt. 9.30 en 18.30, 10 mrt. 9.30 en 19.00 ds. A. van Voorden — [364, 1057, 631, 1227]
service-details: Herv. Grote Kerk 7 mrt. 9.30 ds. M. Messemaker, 18.30 ds. J. H. Lammers, Opstandingskerk 7 mrt. 9.30 ds. E. v.d. Noort, 16.30 ds. J. H. Lammers, 10 mrt. 14.30 ds. E. v.d. Noort, 19.30 ds. J. H. Lammers, b.a. De Fontein 7 mrt. 9.30 ds. T. C. Verhoef, 18.30 ds. W. M. Dekker, 10 mrt. 14.30 en 19.30 ds. T. C. Verhoef, Herst. Herv. Maranathakerk 7 mrt. 9.30 en 18.00 ds. S. Roos, 16.30 kand. J. Lankhaar, 10 mrt. 14.30 ds. M. van Reenen, 18.30 ds. C. M. Buijs, Chr. Geref. De Kandelaar 7 mrt. 9.30 en 16.30, 10 mrt. 14.30 (in Herv. Grote Kerk) en 19.30 ds. J. J. G. den Boer, Ger. Gem. 7 mrt. 9.30 en 14.30 ds. M. Joosse, 10 mrt. 14.30 en 19.30 ds. G. Pater — [1262, 1010, 1529, 1227]
place-name: MIDDELHARNIS — [963, 371, 1058, 386]
place-name: LEIDEN — [364, 1305, 410, 1320]
listing-entry — [964, 1026, 1232, 1088]
place-name: KRIMPEN A/D IJSSEL — [364, 589, 491, 604]
service-details: Bapt. Gem. 7 mrt. 10.00 ds. J. van Veen — [717, 1306, 919, 1321]
listing-entry — [364, 1228, 632, 1275]
listing-entry — [964, 745, 1232, 792]
listing-entry — [964, 1088, 1232, 1135]
place-name: IJSSELSTEIN — [65, 371, 144, 386]
